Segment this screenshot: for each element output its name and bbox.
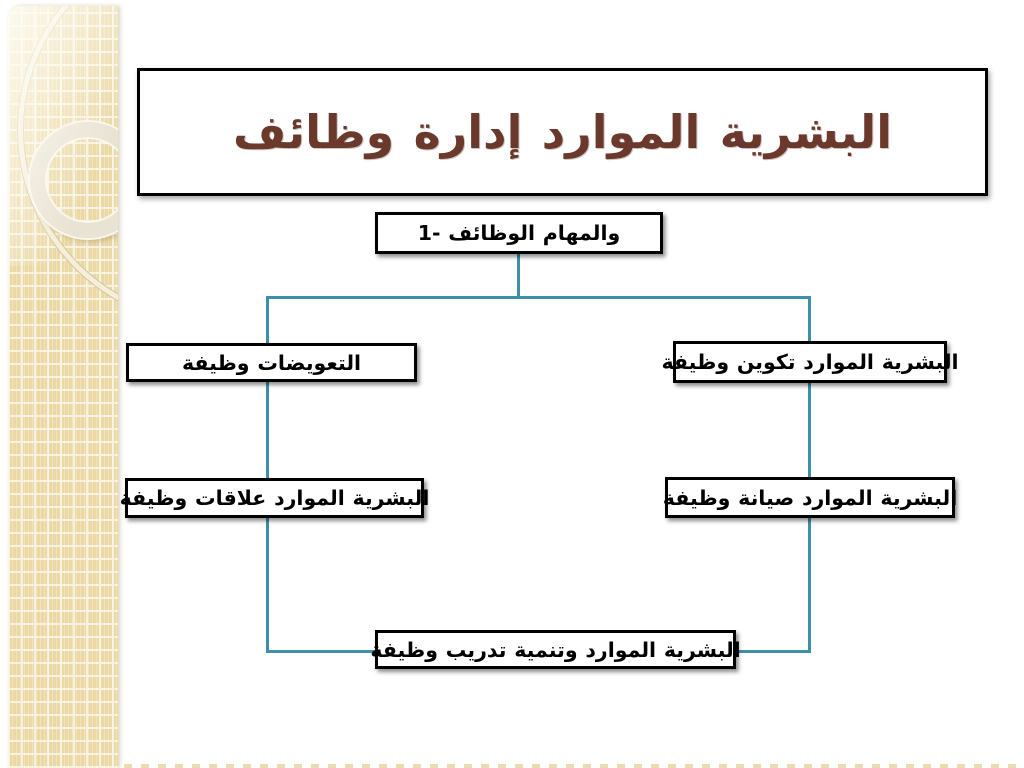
sidebar-decoration [8,6,118,768]
node-hr-formation-function-label: وظيفة تكوين الموارد البشرية [661,350,959,374]
slide-title: وظائف إدارة الموارد البشرية [233,105,892,159]
node-hr-formation-function [661,341,959,383]
node-functions-and-tasks [375,212,663,254]
node-compensation-function-label: وظيفة التعويضات [181,350,362,375]
slide-title-box [137,68,988,196]
connector-root-stem [517,254,520,298]
node-hr-relations-function [119,478,430,518]
node-hr-training-development-function [370,630,741,669]
sidebar-sheen-decoration [8,6,118,266]
bottom-dotted-border [124,764,1024,768]
node-hr-training-development-function-label: وظيفة تدريب وتنمية الموارد البشرية [370,637,741,662]
node-hr-maintenance-function [662,477,958,518]
connector-bottom-right [734,650,811,653]
node-hr-maintenance-function-label: وظيفة صيانة الموارد البشرية [662,485,958,510]
node-compensation-function [126,343,417,382]
connector-bottom-left [266,650,378,653]
connector-branch-horizontal [266,296,811,299]
node-functions-and-tasks-label: 1- الوظائف والمهام [417,221,621,245]
node-hr-relations-function-label: وظيفة علاقات الموارد البشرية [119,486,430,510]
